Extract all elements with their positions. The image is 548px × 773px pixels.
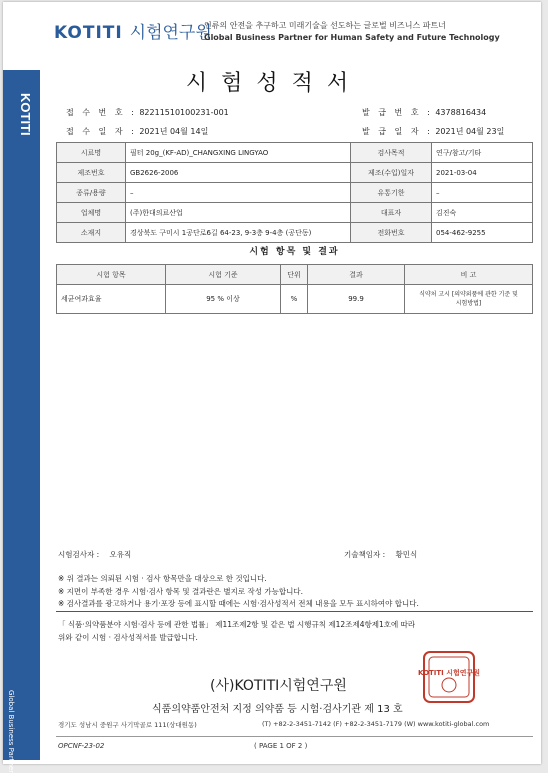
result-value: 99.9	[308, 285, 405, 314]
sample-name-label: 시료명	[57, 143, 126, 163]
table-row	[57, 285, 533, 314]
tagline-korean: 인류의 안전을 추구하고 미래기술을 선도하는 글로벌 비즈니스 파트너	[204, 21, 446, 30]
seal-text: KOTITI 시험연구원	[417, 669, 481, 677]
page-indicator: ( PAGE 1 OF 2 )	[254, 742, 308, 750]
remark-line-2: 시험방법]	[455, 300, 482, 307]
note-item: ※ 지면이 부족한 경우 시험·검사 항목 및 결과란은 별지로 작성 가능합니다.	[58, 586, 303, 596]
tech-manager-label: 기술책임자 :	[344, 550, 386, 559]
header-tagline	[204, 20, 500, 44]
issue-number-value: 4378816434	[435, 108, 487, 117]
table-row	[57, 223, 533, 243]
sidebar-band	[3, 70, 40, 773]
notes-list	[58, 573, 419, 611]
issue-date-label: 발 급 일 자 :	[362, 127, 433, 136]
legal-line-2: 위와 같이 시험 · 검사성적서를 발급합니다.	[58, 633, 198, 642]
tester-signature	[58, 549, 131, 560]
mfg-date-value: 2021-03-04	[432, 163, 533, 183]
receipt-date-value: 2021년 04월 14일	[139, 127, 209, 136]
header-unit: 단위	[281, 265, 308, 285]
purpose-value: 연구/참고/기타	[432, 143, 533, 163]
designation-text: 식품의약품안전처 지정 의약품 등 시험·검사기관 제 13 호	[152, 704, 403, 715]
result-item: 세균여과효율	[57, 285, 166, 314]
footer-contact: (T) +82-2-3451-7142 (F) +82-2-3451-7179 (W) www.kotiti-global.com	[262, 720, 490, 728]
document-title: 시험성적서	[185, 71, 363, 96]
receipt-number-label: 접 수 번 호 :	[66, 108, 137, 117]
header-criterion: 시험 기준	[166, 265, 281, 285]
issue-date-value: 2021년 04월 23일	[435, 127, 505, 136]
tagline-english: Global Business Partner for Human Safety and Future Technology	[204, 33, 500, 42]
remark-line-1: 식약처 고시 [의약외품에 관한 기준 및	[419, 291, 518, 298]
note-item: ※ 검사결과를 광고하거나 용기·포장 등에 표시할 때에는 시험·검사성적서 전체 내용을 모두 표시하여야 합니다.	[58, 599, 419, 609]
sidebar-logo-text: KOTITI	[18, 93, 33, 136]
standard-label: 제조번호	[57, 163, 126, 183]
type-label: 종류/용량	[57, 183, 126, 203]
table-row	[57, 183, 533, 203]
results-header-row	[57, 265, 533, 285]
rep-label: 대표자	[351, 203, 432, 223]
logo-korean: 시험연구원	[129, 23, 212, 43]
issue-date	[362, 126, 504, 137]
type-value: –	[126, 183, 351, 203]
receipt-date-label: 접 수 일 자 :	[66, 127, 137, 136]
tester-label: 시험검사자 :	[58, 550, 100, 559]
receipt-date	[66, 126, 208, 137]
result-criterion: 95 % 이상	[166, 285, 281, 314]
issuing-organization: (사)KOTITI시험연구원	[210, 678, 347, 694]
note-item: ※ 위 결과는 의뢰된 시험 · 검사 항목만을 대상으로 한 것입니다.	[58, 574, 267, 583]
official-seal	[417, 650, 481, 704]
table-row	[57, 163, 533, 183]
expiry-value: –	[432, 183, 533, 203]
address-value: 경상북도 구미시 1공단로6길 64-23, 9-3층 9-4층 (공단동)	[126, 223, 351, 243]
tester-name: 오유직	[109, 550, 132, 559]
divider	[56, 611, 533, 612]
sidebar-vertical-text: Global Business Partner	[7, 690, 15, 773]
sample-name-value: 필터 20g_(KF-AD)_CHANGXING LINGYAO	[126, 143, 351, 163]
expiry-label: 유통기한	[351, 183, 432, 203]
sample-info-table	[56, 142, 533, 243]
table-row	[57, 143, 533, 163]
phone-value: 054-462-9255	[432, 223, 533, 243]
footer-address: 경기도 성남시 중원구 사기막골로 111(상대원동)	[58, 721, 197, 729]
tech-manager-signature	[344, 549, 417, 560]
company-label: 업체명	[57, 203, 126, 223]
result-remark	[405, 285, 533, 314]
legal-line-1: 「 식품·의약품분야 시험·검사 등에 관한 법률」 제11조제2항 및 같은 법 시행규칙 제12조제4항제1호에 따라	[58, 620, 416, 629]
tech-manager-name: 황민식	[395, 550, 418, 559]
kotiti-logo	[54, 18, 212, 43]
results-section-title: 시험 항목 및 결과	[249, 247, 340, 257]
mfg-date-label: 제조(수입)일자	[351, 163, 432, 183]
company-value: (주)한대의료산업	[126, 203, 351, 223]
form-number: OPCNF-23-02	[58, 742, 105, 750]
receipt-number-value: 82211510100231-001	[139, 108, 229, 117]
phone-label: 전화번호	[351, 223, 432, 243]
table-row	[57, 203, 533, 223]
header-item: 시험 항목	[57, 265, 166, 285]
issue-number	[362, 107, 486, 118]
standard-value: GB2626-2006	[126, 163, 351, 183]
header-result: 결과	[308, 265, 405, 285]
address-label: 소재지	[57, 223, 126, 243]
issue-number-label: 발 급 번 호 :	[362, 108, 433, 117]
results-table	[56, 264, 533, 314]
logo-text: KOTITI	[54, 23, 123, 43]
rep-value: 김진숙	[432, 203, 533, 223]
kotiti-vertical-logo	[3, 85, 40, 165]
result-unit: %	[281, 285, 308, 314]
receipt-number	[66, 107, 229, 118]
header-remark: 비 고	[405, 265, 533, 285]
legal-statement	[58, 618, 415, 644]
purpose-label: 검사목적	[351, 143, 432, 163]
footer-divider	[56, 736, 533, 737]
